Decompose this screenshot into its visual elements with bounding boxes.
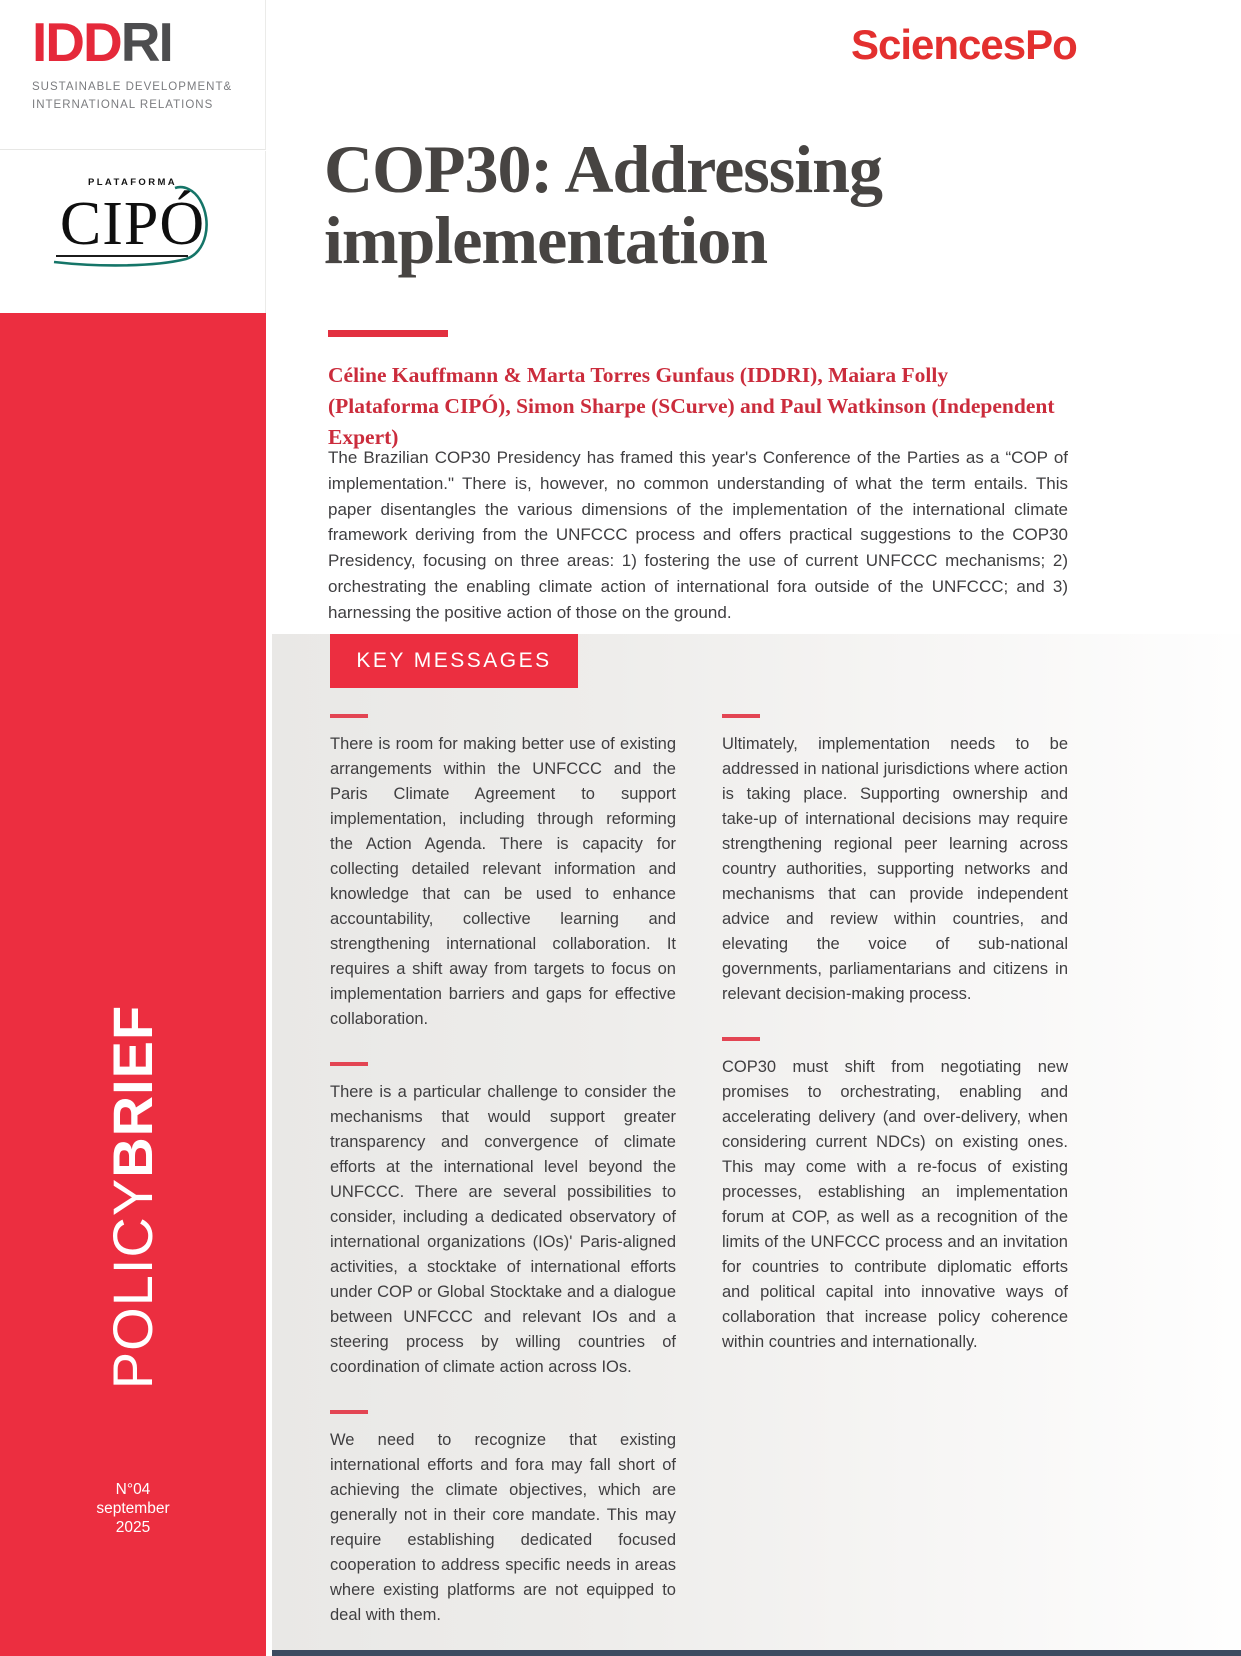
key-messages-right-column [722,714,1068,1656]
key-message-text: There is a particular challenge to consider the mechanisms that would support greater transparency and convergence of climate efforts at the international level beyond the UNFCCC. There are several possibilities to consider, including a dedicated observatory of international organizations (IOs)' Paris-aligned activities, a stocktake of international efforts under COP or Global Stocktake and a dialogue between UNFCCC and relevant IOs and a steering process by willing countries of coordination of climate action across IOs. [330,1083,676,1376]
key-message-text: There is room for making better use of existing arrangements within the UNFCCC and the Paris Climate Agreement to support implementation, including through reforming the Action Agenda. There is capacity for collecting detailed relevant information and knowledge that can be used to enhance accountability, collective learning and strengthening international collaboration. It requires a shift away from targets to focus on implementation barriers and gaps for effective collaboration. [330,735,676,1028]
policy-brief-sidebar [0,313,266,1656]
red-dash-separator [722,1037,760,1041]
title-dash-separator [328,330,448,337]
issue-number: N°04 [115,1481,151,1498]
key-messages-panel [272,634,1241,1656]
cipo-wordmark-text: CIPÓ [59,190,206,258]
cipo-kicker: PLATAFORMA [87,177,178,188]
iddri-wordmark-dark: RI [120,11,172,73]
page-title-line2: implementation [324,201,768,278]
cipo-swoosh-icon [50,176,218,272]
key-messages-left-column [330,714,676,1656]
cipo-logo [0,151,266,313]
brief-label: BRIEF [101,1004,164,1178]
page-title-line1: COP30: Addressing [324,131,882,207]
issue-info [0,1481,266,1538]
key-message [330,1062,676,1380]
iddri-logo [0,0,266,150]
issue-year: 2025 [115,1518,151,1536]
red-dash-separator [330,1410,368,1414]
issue-month: september [96,1499,170,1517]
key-message [722,1037,1068,1355]
key-message-text: Ultimately, implementation needs to be addressed in national jurisdictions where action is taking place. Supporting ownership and take-up of international decisions may require strengthening regional peer learning across country authorities, supporting networks and mechanisms that can provide independent advice and review within countries, and elevating the voice of sub-national governments, parliamentarians and citizens in relevant decision-making process. [722,735,1068,1003]
abstract: The Brazilian COP30 Presidency has framed this year's Conference of the Parties as a “COP of implementation." There is, however, no common understanding of what the term entails. This paper disentangles the various dimensions of the implementation of the international climate framework deriving from the UNFCCC process and offers practical suggestions to the COP30 Presidency, focusing on three areas: 1) fostering the use of current UNFCCC mechanisms; 2) orchestrating the enabling climate action of international fora outside of the UNFCCC; and 3) harnessing the positive action of those on the ground. [328,448,1068,622]
iddri-tagline [32,78,265,115]
sciencespo-logo: SciencesPo [851,21,1077,68]
key-message [722,714,1068,1007]
red-dash-separator [722,714,760,718]
iddri-tagline-line2: INTERNATIONAL RELATIONS [32,99,214,112]
page-title [324,131,1094,278]
policy-label: POLICY [101,1177,164,1390]
iddri-wordmark [32,11,265,73]
key-message [330,1410,676,1628]
authors: Céline Kauffmann & Marta Torres Gunfaus (IDDRI), Maiara Folly (Plataforma CIPÓ), Simon Sharpe (SCurve) and Paul Watkinson (Independent Expert) [328,363,1055,450]
key-message-text: We need to recognize that existing international efforts and fora may fall short of achieving the climate objectives, which are generally not in their core mandate. This may require establishing dedicated focused cooperation to address specific needs in areas where existing platforms are not equipped to deal with them. [330,1431,676,1624]
key-message [330,714,676,1032]
iddri-wordmark-red: IDD [32,11,121,73]
key-messages-banner: KEY MESSAGES [330,634,578,688]
iddri-tagline-line1: SUSTAINABLE DEVELOPMENT& [32,80,233,93]
key-message-text: COP30 must shift from negotiating new promises to orchestrating, enabling and accelerating delivery (and over-delivery, when considering current NDCs) on existing ones. This may come with a re-focus of existing processes, establishing an implementation forum at COP, as well as a recognition of the limits of the UNFCCC process and an invitation for countries to contribute diplomatic efforts and political capital into innovative ways of collaboration that increase policy coherence within countries and internationally. [722,1058,1068,1351]
cipo-wordmark [60,189,205,260]
red-dash-separator [330,1062,368,1066]
left-rail [0,0,266,1656]
red-dash-separator [330,714,368,718]
key-messages-columns [330,714,1241,1656]
policy-brief-vertical-title [101,1004,164,1390]
footer-bar [272,1650,1241,1656]
